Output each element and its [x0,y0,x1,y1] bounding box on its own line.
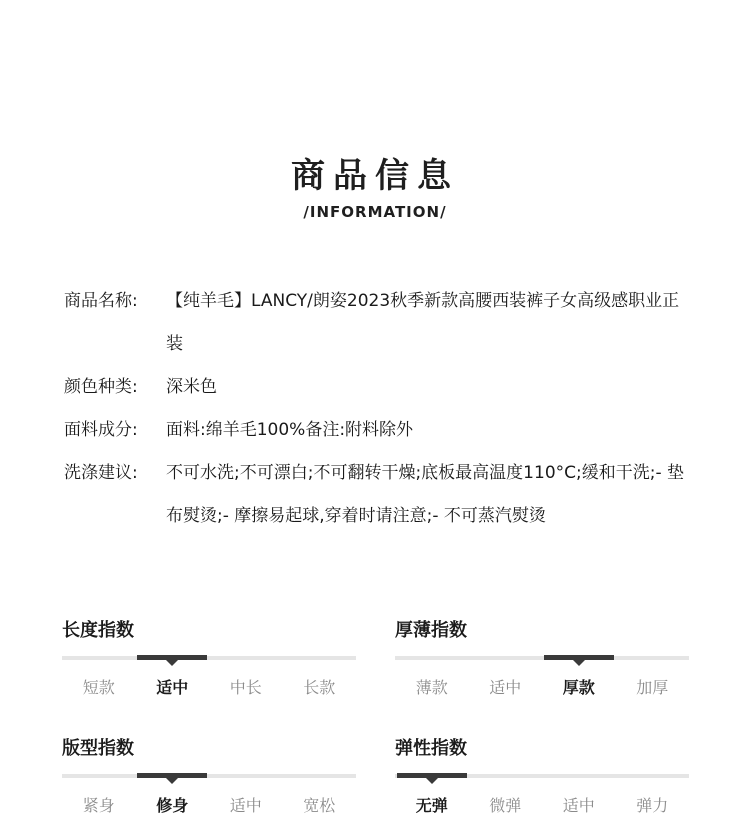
info-value: 不可水洗;不可漂白;不可翻转干燥;底板最高温度110°C;缓和干洗;- 垫布熨烫;- 摩擦易起球,穿着时请注意;- 不可蒸汽熨烫 [166,463,684,526]
index-option: 无弹 [415,796,448,815]
index-track [395,774,689,778]
info-label: 洗涤建议: [64,463,138,483]
elasticity-index [395,734,689,815]
index-option: 微弹 [489,796,522,815]
length-index [62,616,356,697]
index-title: 厚薄指数 [395,620,467,641]
index-title: 版型指数 [62,738,134,759]
index-track [62,656,356,660]
index-option: 紧身 [82,796,115,815]
info-value: 面料:绵羊毛100%备注:附料除外 [166,420,414,440]
index-option: 适中 [562,796,595,815]
index-option: 适中 [229,796,262,815]
index-marker [137,773,207,778]
info-label: 颜色种类: [64,377,138,397]
info-row-color [64,366,704,409]
index-option: 适中 [489,678,522,697]
index-option: 薄款 [415,678,448,697]
page-title: 商品信息 [291,156,459,196]
index-option: 中长 [229,678,262,697]
index-option: 短款 [82,678,115,697]
index-marker [137,655,207,660]
index-option: 修身 [156,796,189,815]
info-row-fabric [64,409,704,452]
index-option: 弹力 [636,796,669,815]
index-track [395,656,689,660]
product-info [64,280,704,538]
index-track [62,774,356,778]
info-value: 深米色 [166,377,217,397]
index-options [395,675,689,698]
info-row-washing [64,452,704,538]
index-option: 长款 [303,678,336,697]
index-marker [397,773,467,778]
fit-index [62,734,356,815]
index-marker [544,655,614,660]
index-options [62,675,356,698]
info-row-name [64,280,704,366]
index-title: 弹性指数 [395,738,467,759]
index-title: 长度指数 [62,620,134,641]
info-value: 【纯羊毛】LANCY/朗姿2023秋季新款高腰西装裤子女高级感职业正装 [166,291,680,354]
thickness-index [395,616,689,697]
info-label: 面料成分: [64,420,138,440]
index-option: 加厚 [636,678,669,697]
page-subtitle: /INFORMATION/ [303,203,447,221]
index-options [395,793,689,816]
index-options [62,793,356,816]
index-option: 宽松 [303,796,336,815]
index-option: 厚款 [562,678,595,697]
index-option: 适中 [156,678,189,697]
info-label: 商品名称: [64,291,138,311]
